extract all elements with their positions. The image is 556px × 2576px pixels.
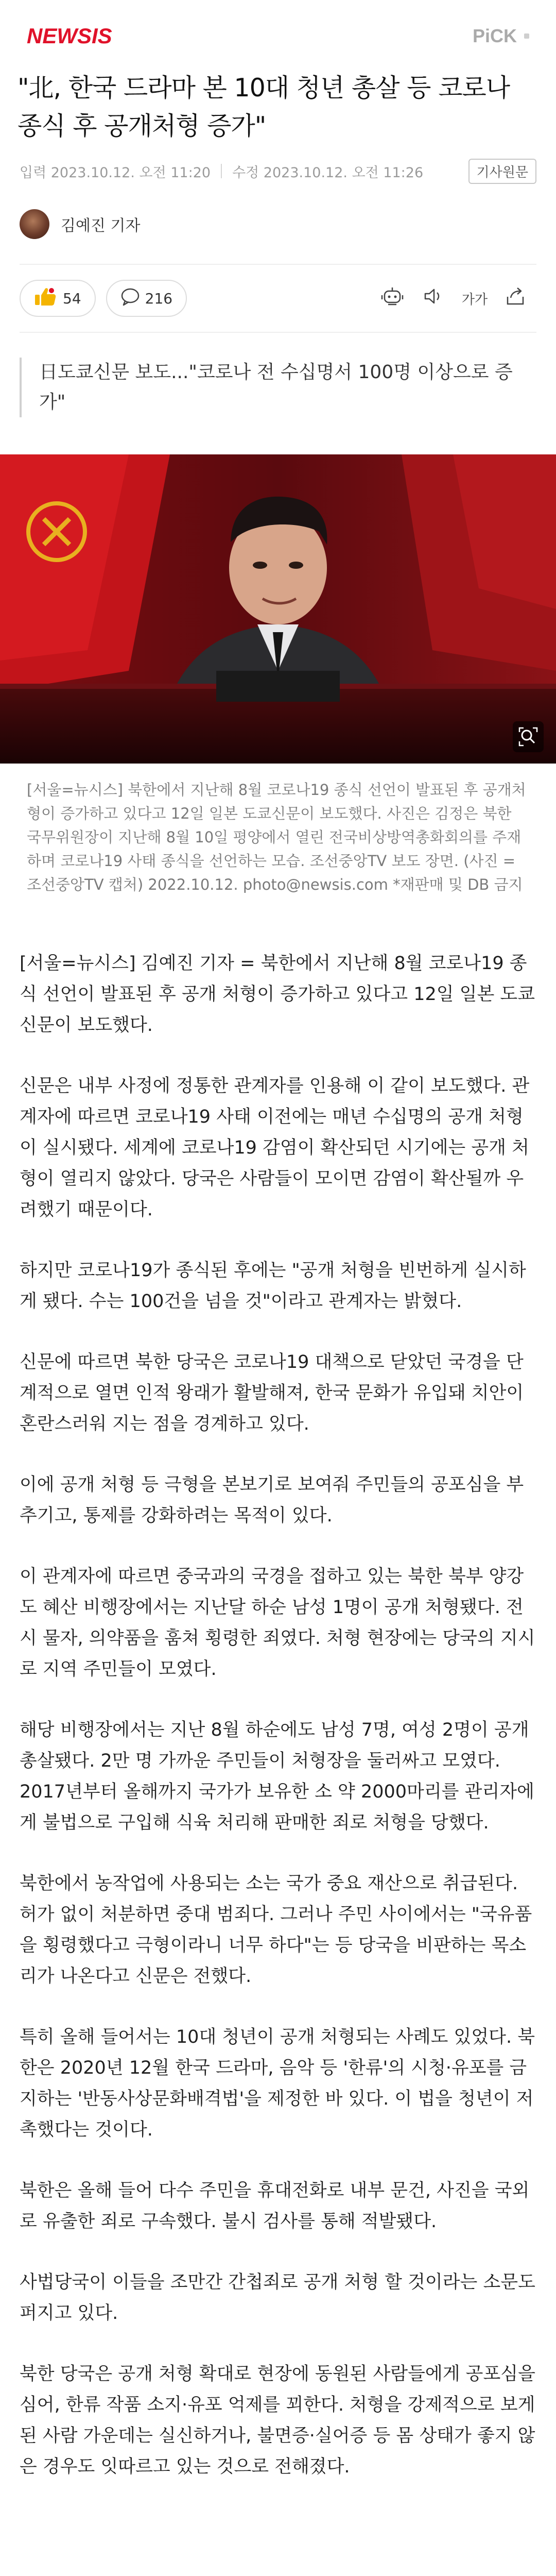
author-name: 김예진 기자 [61, 217, 141, 235]
article-paragraph: 북한은 올해 들어 다수 주민을 휴대전화로 내부 문건, 사진을 국외로 유출한 죄로 구속했다. 불시 검사를 통해 적발됐다. [20, 2180, 530, 2232]
pick-label[interactable] [473, 25, 529, 47]
article-paragraph: 하지만 코로나19가 종식된 후에는 "공개 처형을 빈번하게 실시하게 됐다. 수는 100건을 넘을 것"이라고 관계자는 밝혔다. [20, 1260, 526, 1312]
article-paragraph: 신문은 내부 사정에 정통한 관계자를 인용해 이 같이 보도했다. 관계자에 따르면 코로나19 사태 이전에는 매년 수십명의 공개 처형이 실시됐다. 세계에 코로나19 감염이 확산되던 시기에는 공개 처형이 열리지 않았다. 당국은 사람들이 모이면 감염이 확산될까 우려했기 때문이다. [20, 1076, 530, 1220]
speech-bubble-icon [120, 287, 140, 310]
robot-voice-icon [381, 286, 404, 311]
article-paragraph: 특히 올해 들어서는 10대 청년이 공개 처형되는 사례도 있었다. 북한은 2020년 12월 한국 드라마, 음악 등 '한류'의 시청·유포를 금지하는 '반동사상문화배격법'을 제정한 바 있다. 이 법을 청년이 저촉했다는 것이다. [20, 2027, 535, 2140]
author-avatar [20, 209, 49, 239]
article-paragraph: 사법당국이 이들을 조만간 간첩죄로 공개 처형 할 것이라는 소문도 퍼지고 있다. [20, 2272, 535, 2324]
kim-jong-un-photo [0, 454, 556, 764]
comment-button[interactable] [106, 280, 187, 317]
modified-date: 수정 2023.10.12. 오전 11:26 [232, 164, 424, 181]
pick-icon [524, 33, 529, 39]
like-count: 54 [63, 290, 81, 307]
pick-text: PiCK [472, 25, 517, 46]
article-paragraph: [서울=뉴시스] 김예진 기자 = 북한에서 지난해 8월 코로나19 종식 선언이 발표된 후 공개 처형이 증가하고 있다고 12일 일본 도쿄신문이 보도했다. [20, 953, 535, 1036]
original-article-button[interactable]: 기사원문 [468, 159, 536, 184]
article-photo[interactable] [0, 454, 556, 764]
speaker-button[interactable] [413, 278, 454, 319]
author-block[interactable] [0, 206, 556, 242]
top-bar [0, 0, 556, 72]
divider [20, 332, 536, 333]
share-icon [506, 286, 526, 311]
article-paragraph: 북한에서 농작업에 사용되는 소는 국가 중요 재산으로 취급된다. 허가 없이 처분하면 중대 범죄다. 그러나 주민 사이에서는 "국유품을 횡령했다고 극형이라니 너무 하다"는 등 당국을 비판하는 목소리가 나온다고 신문은 전했다. [20, 1873, 532, 1987]
thumbs-up-icon [34, 286, 58, 311]
like-button[interactable] [20, 280, 96, 317]
photo-caption: [서울=뉴시스] 북한에서 지난해 8월 코로나19 종식 선언이 발표된 후 공개처형이 증가하고 있다고 12일 일본 도쿄신문이 보도했다. 사진은 김정은 북한 국무위원장이 지난해 8월 10일 평양에서 열린 전국비상방역총화회의를 주재하며 코로나19 사태 종식을 선언하는 모습. 조선중앙TV 보도 장면. (사진 = 조선중앙TV 캡처) 2022.10.12. photo@newsis.com *재판매 및 DB 금지 [27, 781, 526, 893]
zoom-icon[interactable] [513, 721, 544, 752]
article-body [20, 948, 536, 2482]
article-paragraph: 이에 공개 처형 등 극형을 본보기로 보여줘 주민들의 공포심을 부추기고, 통제를 강화하려는 목적이 있다. [20, 1475, 524, 1526]
share-button[interactable] [495, 278, 536, 319]
article-paragraph: 북한 당국은 공개 처형 확대로 현장에 동원된 사람들에게 공포심을 심어, 한류 작품 소지·유포 억제를 꾀한다. 처형을 강제적으로 보게 된 사람 가운데는 실신하거나, 불면증·실어증 등 몸 상태가 좋지 않은 경우도 잇따르고 있는 것으로 전해졌다. [20, 2364, 535, 2477]
font-size-icon: 가가 [461, 292, 488, 308]
article-paragraph: 이 관계자에 따르면 중국과의 국경을 접하고 있는 북한 북부 양강도 혜산 비행장에서는 지난달 하순 남성 1명이 공개 처형됐다. 전시 물자, 의약품을 훔쳐 횡령한 죄였다. 처형 현장에는 당국의 지시로 지역 주민들이 모였다. [20, 1566, 535, 1680]
speaker-icon [423, 287, 444, 310]
published-date: 입력 2023.10.12. 오전 11:20 [20, 164, 211, 181]
action-bar [0, 265, 556, 332]
audio-read-button[interactable] [372, 278, 413, 319]
comment-count: 216 [145, 290, 173, 307]
article-paragraph: 해당 비행장에서는 지난 8월 하순에도 남성 7명, 여성 2명이 공개 총살됐다. 2만 명 가까운 주민들이 처형장을 둘러싸고 모였다. 2017년부터 올해까지 국가가 보유한 소 약 2000마리를 관리자에게 불법으로 구입해 식육 처리해 판매한 죄로 처형을 당했다. [20, 1720, 534, 1833]
newsis-logo[interactable]: NEWSIS [27, 24, 112, 48]
article-summary: 日도쿄신문 보도..."코로나 전 수십명서 100명 이상으로 증가" [20, 358, 536, 417]
article-paragraph: 신문에 따르면 북한 당국은 코로나19 대책으로 닫았던 국경을 단계적으로 열면 인적 왕래가 활발해져, 한국 문화가 유입돼 치안이 혼란스러워 지는 점을 경계하고 있다. [20, 1352, 524, 1434]
date-separator [221, 164, 222, 178]
article-dates [0, 156, 556, 187]
article-title: "北, 한국 드라마 본 10대 청년 총살 등 코로나 종식 후 공개처형 증가" [18, 73, 510, 141]
font-size-button[interactable] [454, 278, 495, 319]
